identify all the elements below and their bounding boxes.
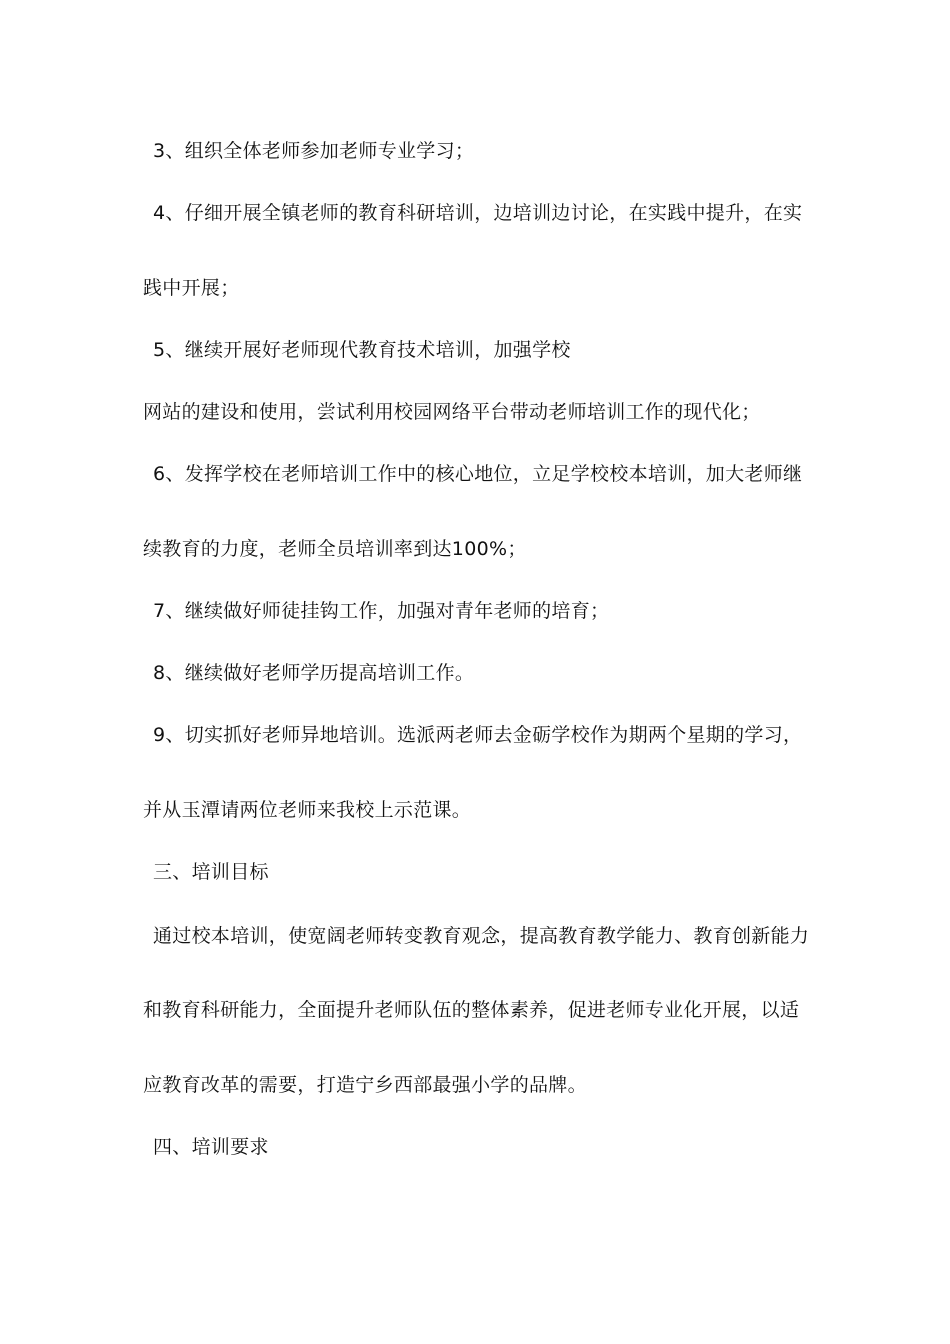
paragraph-item-6-continued: 续教育的力度，老师全员培训率到达100%； [143, 538, 527, 560]
paragraph-item-4: 4、仔细开展全镇老师的教育科研培训，边培训边讨论，在实践中提升，在实 [153, 202, 803, 224]
paragraph-item-6: 6、发挥学校在老师培训工作中的核心地位，立足学校校本培训，加大老师继 [153, 463, 803, 485]
paragraph-item-4-continued: 践中开展； [143, 277, 240, 299]
paragraph-training-goals-continued-2: 应教育改革的需要，打造宁乡西部最强小学的品牌。 [143, 1074, 587, 1096]
paragraph-training-goals: 通过校本培训，使宽阔老师转变教育观念，提高教育教学能力、教育创新能力 [153, 925, 810, 947]
paragraph-item-5-continued: 网站的建设和使用，尝试利用校园网络平台带动老师培训工作的现代化； [143, 401, 761, 423]
paragraph-item-9-continued: 并从玉潭请两位老师来我校上示范课。 [143, 799, 472, 821]
paragraph-item-7: 7、继续做好师徒挂钩工作，加强对青年老师的培育； [153, 600, 610, 622]
paragraph-item-3: 3、组织全体老师参加老师专业学习； [153, 140, 475, 162]
paragraph-item-9: 9、切实抓好老师异地培训。选派两老师去金砺学校作为期两个星期的学习， [153, 724, 803, 746]
paragraph-item-5: 5、继续开展好老师现代教育技术培训，加强学校 [153, 339, 571, 361]
section-heading-training-requirements: 四、培训要求 [153, 1136, 269, 1158]
section-heading-training-goals: 三、培训目标 [153, 861, 269, 883]
paragraph-item-8: 8、继续做好老师学历提高培训工作。 [153, 662, 475, 684]
paragraph-training-goals-continued-1: 和教育科研能力，全面提升老师队伍的整体素养，促进老师专业化开展，以适 [143, 999, 800, 1021]
